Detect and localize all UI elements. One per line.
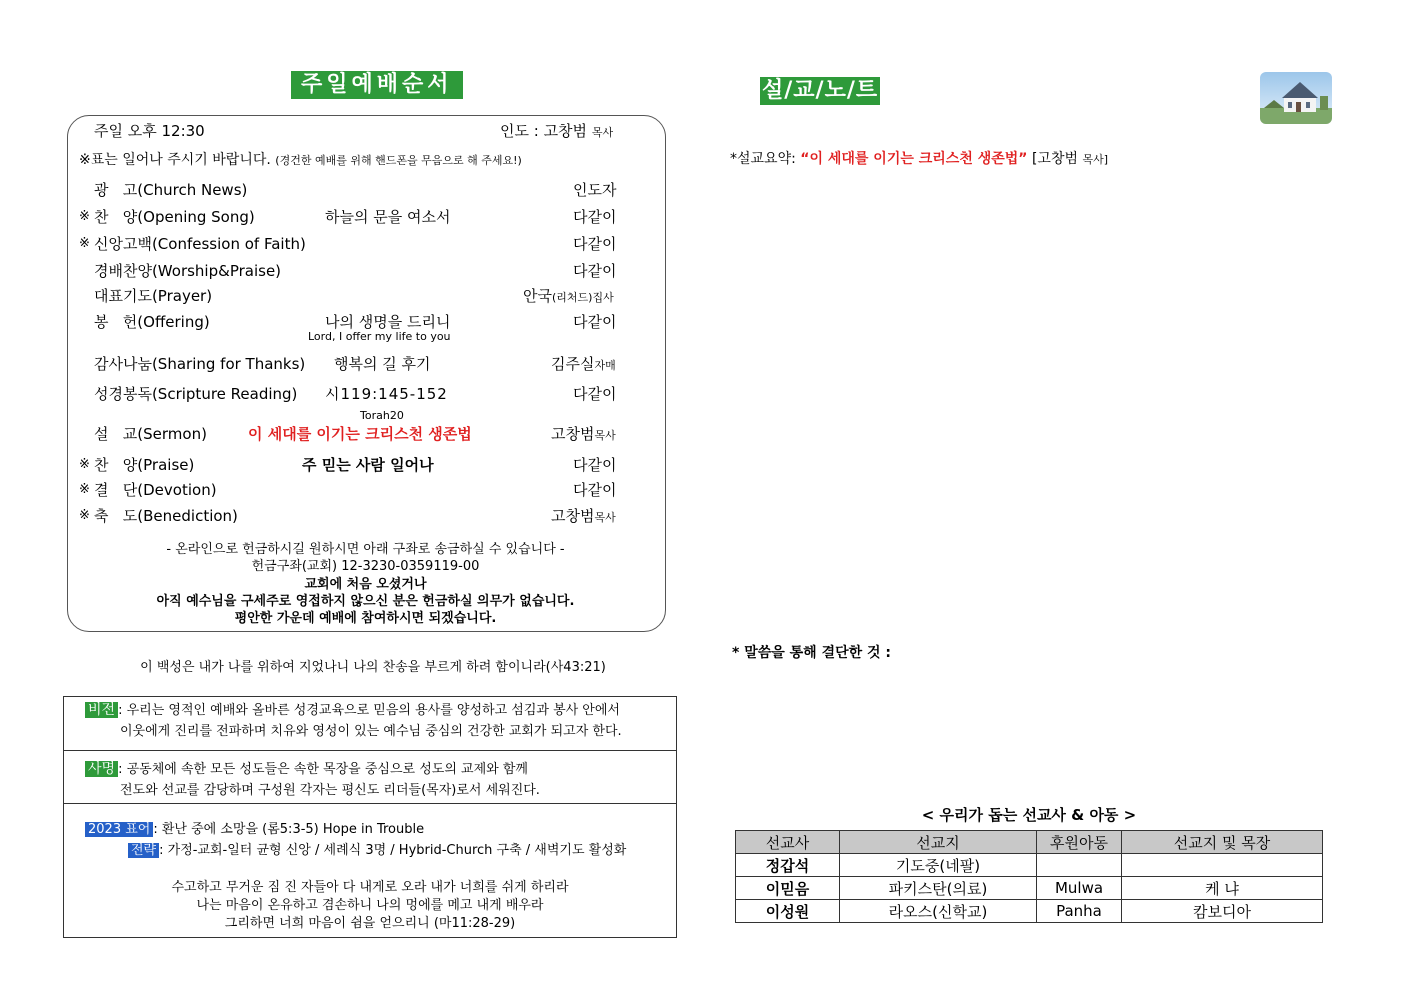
mission-line-1 [85, 760, 528, 779]
motto-label: 2023 표어 [85, 822, 153, 837]
leader-name: 인도자 [573, 181, 617, 199]
header-missionary: 선교사 [736, 831, 840, 854]
summary-title: “이 세대를 이기는 크리스천 생존법” [800, 151, 1028, 167]
order-item-name: 설 교(Sermon) [94, 425, 207, 443]
leader-name: 안국 [523, 287, 552, 305]
order-item-leader [573, 384, 616, 406]
order-item-leader [551, 354, 616, 376]
leader-title: 자매 [594, 359, 616, 372]
leader-name: 고창범 [551, 507, 595, 525]
leader-name: 다같이 [573, 262, 617, 280]
leader-name: 인도 : 고창범 [500, 122, 588, 140]
missionary-field: 파키스탄(의료) [840, 877, 1037, 900]
mission-text-1: : 공동체에 속한 모든 성도들은 속한 목장을 중심으로 성도의 교제와 함께 [118, 762, 528, 777]
order-item-leader [573, 207, 616, 229]
account-number: 헌금구좌(교회) 12-3230-0359119-00 [251, 559, 480, 574]
strategy-line [128, 842, 626, 860]
decision-label: * 말씀을 통해 결단한 것 : [732, 645, 892, 661]
order-mark: ※ [79, 482, 90, 497]
order-item-name: 찬 양(Praise) [94, 456, 195, 474]
order-item-name: 신앙고백(Confession of Faith) [94, 235, 306, 253]
header-child: 후원아동 [1037, 831, 1122, 854]
leader-name: 다같이 [573, 313, 617, 331]
strategy-label: 전략 [128, 843, 159, 858]
welcome-line-3: 평안한 가운데 예배에 참여하시면 되겠습니다. [234, 611, 497, 626]
order-mark: ※ [79, 236, 90, 251]
church-photo [1260, 72, 1332, 124]
missionary-field: 기도중(네팔) [840, 854, 1037, 877]
order-item-name: 축 도(Benediction) [94, 507, 238, 525]
motto-text: : 환난 중에 소망을 (롬5:3-5) Hope in Trouble [153, 822, 425, 837]
closing-verse-3: 그리하면 너희 마음이 쉼을 얻으리니 (마11:28-29) [224, 916, 516, 931]
order-item-content: 하늘의 문을 여소서 [325, 208, 451, 226]
order-item-name: 광 고(Church News) [94, 181, 248, 199]
order-item-subtitle: Lord, I offer my life to you [308, 330, 451, 343]
missionary-name: 이믿음 [736, 877, 840, 900]
order-item-subtitle: Torah20 [360, 409, 404, 422]
table-row [736, 877, 1323, 900]
missionary-heading: < 우리가 돕는 선교사 & 아동 > [921, 806, 1137, 824]
stand-note-text: ※표는 일어나 주시기 바랍니다. [79, 152, 271, 168]
order-item-name: 경배찬양(Worship&Praise) [94, 262, 282, 280]
summary-label: *설교요약: [730, 151, 801, 167]
leader-name: 다같이 [573, 385, 617, 403]
leader-name: 다같이 [573, 456, 617, 474]
order-item-leader [573, 180, 616, 202]
order-item-content: 시119:145-152 [325, 385, 448, 403]
order-item-name: 감사나눔(Sharing for Thanks) [94, 355, 306, 373]
sponsored-child: Panha [1037, 900, 1122, 923]
field-group: 케 냐 [1122, 877, 1323, 900]
welcome-line-2: 아직 예수님을 구세주로 영접하지 않으신 분은 헌금하실 의무가 없습니다. [156, 594, 575, 609]
order-item-name: 결 단(Devotion) [94, 481, 217, 499]
mission-line-2: 전도와 선교를 감당하며 구성원 각자는 평신도 리더들(목자)로서 세워진다. [120, 783, 540, 798]
missionary-name: 정갑석 [736, 854, 840, 877]
order-mark: ※ [79, 209, 90, 224]
order-mark: ※ [79, 508, 90, 523]
sponsored-child: Mulwa [1037, 877, 1122, 900]
order-item-leader [573, 234, 616, 256]
sermon-summary [730, 148, 1108, 168]
worship-order-title: 주일예배순서 [291, 71, 463, 99]
order-item-content: 나의 생명을 드리니 [325, 313, 451, 331]
phone-note: (경건한 예배를 위해 핸드폰을 무음으로 해 주세요!) [275, 154, 522, 167]
service-time: 주일 오후 12:30 [94, 122, 205, 140]
vision-mission-box [63, 696, 677, 938]
vision-text-1: : 우리는 영적인 예배와 올바른 성경교육으로 믿음의 용사를 양성하고 섬김과 봉사 안에서 [118, 703, 620, 718]
order-item-leader [551, 424, 616, 446]
strategy-text: : 가정-교회-일터 균형 신앙 / 세례식 3명 / Hybrid-Church 구축 / 새벽기도 활성화 [159, 843, 627, 858]
summary-preacher: [고창범 [1031, 151, 1078, 167]
table-header-row [736, 831, 1323, 854]
stand-note [79, 150, 522, 171]
table-row [736, 900, 1323, 923]
header-field: 선교지 [840, 831, 1037, 854]
summary-preacher-title: 목사] [1082, 153, 1108, 166]
missionary-field: 라오스(신학교) [840, 900, 1037, 923]
divider [64, 803, 676, 804]
order-item-leader [573, 480, 616, 502]
leader-name: 고창범 [551, 425, 595, 443]
missionary-name: 이성원 [736, 900, 840, 923]
order-item-name: 봉 헌(Offering) [94, 313, 210, 331]
vision-line-1 [85, 701, 620, 720]
sponsored-child [1037, 854, 1122, 877]
mission-label: 사명 [85, 761, 118, 777]
vision-label: 비전 [85, 702, 118, 718]
header-group: 선교지 및 목장 [1122, 831, 1323, 854]
order-item-content: 행복의 길 후기 [334, 355, 431, 373]
leader-title: 목사 [591, 126, 614, 139]
church-illustration [1260, 72, 1332, 124]
order-item-name: 대표기도(Prayer) [94, 287, 213, 305]
order-item-leader [523, 286, 614, 308]
table-row [736, 854, 1323, 877]
online-note: - 온라인으로 헌금하시길 원하시면 아래 구좌로 송금하실 수 있습니다 - [166, 542, 565, 557]
motto-line [85, 821, 424, 839]
service-leader [500, 121, 613, 143]
order-item-name: 성경봉독(Scripture Reading) [94, 385, 298, 403]
closing-verse-1: 수고하고 무거운 짐 진 자들아 다 내게로 오라 내가 너희를 쉬게 하리라 [171, 880, 569, 895]
order-item-name: 찬 양(Opening Song) [94, 208, 255, 226]
vision-line-2: 이웃에게 진리를 전파하며 치유와 영성이 있는 예수님 중심의 건강한 교회가 되고자 한다. [120, 724, 622, 739]
order-item-content: 이 세대를 이기는 크리스천 생존법 [248, 425, 472, 443]
leader-name: 김주실 [551, 355, 595, 373]
field-group [1122, 854, 1323, 877]
order-item-leader [573, 261, 616, 283]
leader-title: 목사 [594, 511, 616, 524]
key-verse: 이 백성은 내가 나를 위하여 지었나니 나의 찬송을 부르게 하려 함이니라(사43:21) [140, 660, 606, 675]
leader-name: 다같이 [573, 481, 617, 499]
leader-title: 목사 [594, 429, 616, 442]
field-group: 캄보디아 [1122, 900, 1323, 923]
welcome-line-1: 교회에 처음 오셨거나 [304, 577, 427, 592]
order-item-leader [573, 312, 616, 334]
missionary-table [735, 830, 1323, 923]
order-mark: ※ [79, 457, 90, 472]
order-item-leader [551, 506, 616, 528]
leader-name: 다같이 [573, 235, 617, 253]
leader-name: 다같이 [573, 208, 617, 226]
order-item-content: 주 믿는 사람 일어나 [302, 456, 434, 474]
divider [64, 750, 676, 751]
leader-title: (리처드)집사 [551, 291, 614, 304]
closing-verse-2: 나는 마음이 온유하고 겸손하니 나의 멍에를 메고 내게 배우라 [196, 898, 544, 913]
order-item-leader [573, 455, 616, 477]
sermon-note-title: 설/교/노/트 [762, 78, 879, 103]
